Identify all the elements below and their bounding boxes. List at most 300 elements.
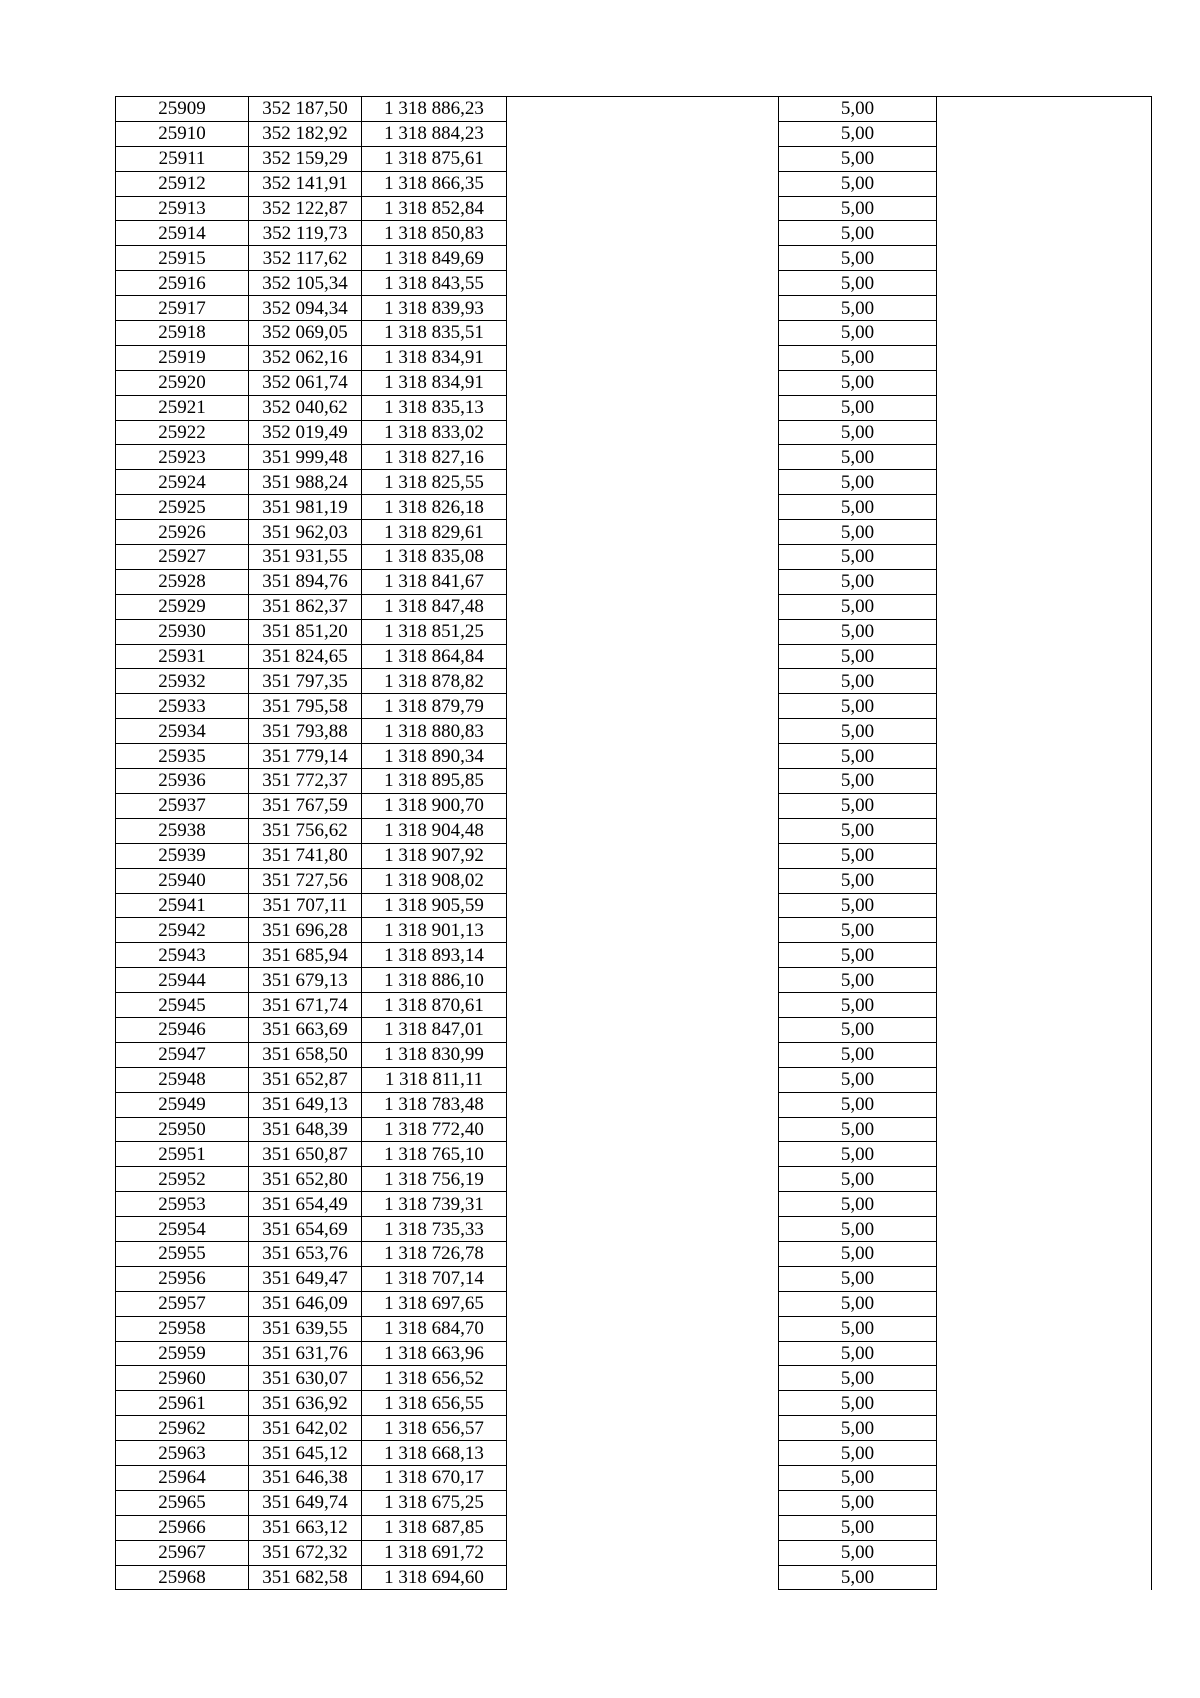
blank-cell <box>937 943 1152 968</box>
table-row <box>116 1515 1152 1540</box>
table-row <box>116 321 1152 346</box>
x-coordinate-cell: 351 962,03 <box>249 520 362 545</box>
table-row <box>116 1465 1152 1490</box>
x-coordinate-cell: 351 797,35 <box>249 669 362 694</box>
blank-cell <box>937 470 1152 495</box>
blank-cell <box>507 1167 779 1192</box>
blank-cell <box>937 1291 1152 1316</box>
y-coordinate-cell: 1 318 904,48 <box>362 818 507 843</box>
y-coordinate-cell: 1 318 900,70 <box>362 793 507 818</box>
blank-cell <box>937 993 1152 1018</box>
x-coordinate-cell: 351 981,19 <box>249 495 362 520</box>
value-cell: 5,00 <box>779 445 937 470</box>
point-number-cell: 25963 <box>116 1441 249 1466</box>
x-coordinate-cell: 352 019,49 <box>249 420 362 445</box>
table-row <box>116 520 1152 545</box>
blank-cell <box>507 221 779 246</box>
point-number-cell: 25923 <box>116 445 249 470</box>
table-row <box>116 1540 1152 1565</box>
y-coordinate-cell: 1 318 656,57 <box>362 1416 507 1441</box>
table-row <box>116 246 1152 271</box>
y-coordinate-cell: 1 318 656,55 <box>362 1391 507 1416</box>
point-number-cell: 25933 <box>116 694 249 719</box>
point-number-cell: 25964 <box>116 1465 249 1490</box>
blank-cell <box>937 719 1152 744</box>
x-coordinate-cell: 351 767,59 <box>249 793 362 818</box>
blank-cell <box>937 893 1152 918</box>
blank-cell <box>507 644 779 669</box>
blank-cell <box>937 1142 1152 1167</box>
x-coordinate-cell: 351 652,87 <box>249 1067 362 1092</box>
point-number-cell: 25930 <box>116 619 249 644</box>
blank-cell <box>507 1391 779 1416</box>
blank-cell <box>507 1042 779 1067</box>
blank-cell <box>937 818 1152 843</box>
y-coordinate-cell: 1 318 895,85 <box>362 769 507 794</box>
point-number-cell: 25957 <box>116 1291 249 1316</box>
point-number-cell: 25940 <box>116 868 249 893</box>
blank-cell <box>507 694 779 719</box>
blank-cell <box>937 1515 1152 1540</box>
blank-cell <box>507 1341 779 1366</box>
blank-cell <box>937 918 1152 943</box>
x-coordinate-cell: 351 631,76 <box>249 1341 362 1366</box>
value-cell: 5,00 <box>779 97 937 122</box>
value-cell: 5,00 <box>779 993 937 1018</box>
point-number-cell: 25938 <box>116 818 249 843</box>
blank-cell <box>507 1192 779 1217</box>
value-cell: 5,00 <box>779 1092 937 1117</box>
point-number-cell: 25944 <box>116 968 249 993</box>
blank-cell <box>937 246 1152 271</box>
blank-cell <box>507 420 779 445</box>
blank-cell <box>937 619 1152 644</box>
blank-cell <box>937 793 1152 818</box>
y-coordinate-cell: 1 318 826,18 <box>362 495 507 520</box>
value-cell: 5,00 <box>779 719 937 744</box>
x-coordinate-cell: 351 649,47 <box>249 1266 362 1291</box>
blank-cell <box>507 146 779 171</box>
blank-cell <box>507 1017 779 1042</box>
y-coordinate-cell: 1 318 847,48 <box>362 594 507 619</box>
blank-cell <box>937 520 1152 545</box>
value-cell: 5,00 <box>779 1540 937 1565</box>
value-cell: 5,00 <box>779 744 937 769</box>
x-coordinate-cell: 351 649,74 <box>249 1490 362 1515</box>
blank-cell <box>507 520 779 545</box>
value-cell: 5,00 <box>779 644 937 669</box>
value-cell: 5,00 <box>779 893 937 918</box>
blank-cell <box>937 1042 1152 1067</box>
table-row <box>116 1366 1152 1391</box>
blank-cell <box>937 1490 1152 1515</box>
blank-cell <box>937 1441 1152 1466</box>
table-row <box>116 1067 1152 1092</box>
blank-cell <box>937 669 1152 694</box>
table-row <box>116 1042 1152 1067</box>
table-row <box>116 968 1152 993</box>
x-coordinate-cell: 351 741,80 <box>249 843 362 868</box>
point-number-cell: 25950 <box>116 1117 249 1142</box>
blank-cell <box>507 744 779 769</box>
blank-cell <box>507 1416 779 1441</box>
table-row <box>116 1416 1152 1441</box>
value-cell: 5,00 <box>779 1416 937 1441</box>
blank-cell <box>507 121 779 146</box>
blank-cell <box>507 569 779 594</box>
blank-cell <box>937 1391 1152 1416</box>
blank-cell <box>937 445 1152 470</box>
value-cell: 5,00 <box>779 321 937 346</box>
x-coordinate-cell: 352 069,05 <box>249 321 362 346</box>
blank-cell <box>937 1565 1152 1590</box>
x-coordinate-cell: 351 696,28 <box>249 918 362 943</box>
x-coordinate-cell: 351 646,09 <box>249 1291 362 1316</box>
x-coordinate-cell: 351 727,56 <box>249 868 362 893</box>
x-coordinate-cell: 351 851,20 <box>249 619 362 644</box>
table-body <box>116 97 1152 1590</box>
point-number-cell: 25909 <box>116 97 249 122</box>
y-coordinate-cell: 1 318 850,83 <box>362 221 507 246</box>
y-coordinate-cell: 1 318 884,23 <box>362 121 507 146</box>
blank-cell <box>507 1540 779 1565</box>
point-number-cell: 25936 <box>116 769 249 794</box>
table-row <box>116 1565 1152 1590</box>
blank-cell <box>937 146 1152 171</box>
y-coordinate-cell: 1 318 875,61 <box>362 146 507 171</box>
x-coordinate-cell: 351 650,87 <box>249 1142 362 1167</box>
value-cell: 5,00 <box>779 495 937 520</box>
value-cell: 5,00 <box>779 943 937 968</box>
value-cell: 5,00 <box>779 818 937 843</box>
table-row <box>116 395 1152 420</box>
y-coordinate-cell: 1 318 825,55 <box>362 470 507 495</box>
point-number-cell: 25962 <box>116 1416 249 1441</box>
point-number-cell: 25927 <box>116 545 249 570</box>
y-coordinate-cell: 1 318 893,14 <box>362 943 507 968</box>
blank-cell <box>937 843 1152 868</box>
value-cell: 5,00 <box>779 1042 937 1067</box>
blank-cell <box>507 1316 779 1341</box>
value-cell: 5,00 <box>779 769 937 794</box>
x-coordinate-cell: 351 824,65 <box>249 644 362 669</box>
blank-cell <box>507 968 779 993</box>
blank-cell <box>507 445 779 470</box>
y-coordinate-cell: 1 318 864,84 <box>362 644 507 669</box>
blank-cell <box>937 1341 1152 1366</box>
blank-cell <box>507 1441 779 1466</box>
blank-cell <box>937 321 1152 346</box>
blank-cell <box>507 1067 779 1092</box>
value-cell: 5,00 <box>779 1341 937 1366</box>
table-row <box>116 943 1152 968</box>
blank-cell <box>937 1092 1152 1117</box>
table-row <box>116 669 1152 694</box>
value-cell: 5,00 <box>779 1316 937 1341</box>
blank-cell <box>507 246 779 271</box>
blank-cell <box>937 196 1152 221</box>
y-coordinate-cell: 1 318 847,01 <box>362 1017 507 1042</box>
point-number-cell: 25953 <box>116 1192 249 1217</box>
blank-cell <box>937 395 1152 420</box>
y-coordinate-cell: 1 318 697,65 <box>362 1291 507 1316</box>
y-coordinate-cell: 1 318 668,13 <box>362 1441 507 1466</box>
x-coordinate-cell: 352 094,34 <box>249 296 362 321</box>
x-coordinate-cell: 352 105,34 <box>249 271 362 296</box>
blank-cell <box>507 97 779 122</box>
point-number-cell: 25935 <box>116 744 249 769</box>
y-coordinate-cell: 1 318 739,31 <box>362 1192 507 1217</box>
table-row <box>116 1316 1152 1341</box>
x-coordinate-cell: 351 642,02 <box>249 1416 362 1441</box>
y-coordinate-cell: 1 318 886,23 <box>362 97 507 122</box>
blank-cell <box>507 769 779 794</box>
y-coordinate-cell: 1 318 835,51 <box>362 321 507 346</box>
table-row <box>116 1092 1152 1117</box>
blank-cell <box>937 1067 1152 1092</box>
y-coordinate-cell: 1 318 765,10 <box>362 1142 507 1167</box>
y-coordinate-cell: 1 318 675,25 <box>362 1490 507 1515</box>
y-coordinate-cell: 1 318 811,11 <box>362 1067 507 1092</box>
x-coordinate-cell: 351 648,39 <box>249 1117 362 1142</box>
point-number-cell: 25951 <box>116 1142 249 1167</box>
y-coordinate-cell: 1 318 878,82 <box>362 669 507 694</box>
x-coordinate-cell: 351 654,49 <box>249 1192 362 1217</box>
blank-cell <box>937 1316 1152 1341</box>
point-number-cell: 25919 <box>116 345 249 370</box>
point-number-cell: 25954 <box>116 1217 249 1242</box>
value-cell: 5,00 <box>779 1167 937 1192</box>
point-number-cell: 25915 <box>116 246 249 271</box>
value-cell: 5,00 <box>779 694 937 719</box>
value-cell: 5,00 <box>779 1366 937 1391</box>
blank-cell <box>507 993 779 1018</box>
table-row <box>116 171 1152 196</box>
y-coordinate-cell: 1 318 886,10 <box>362 968 507 993</box>
blank-cell <box>507 1291 779 1316</box>
point-number-cell: 25947 <box>116 1042 249 1067</box>
y-coordinate-cell: 1 318 756,19 <box>362 1167 507 1192</box>
point-number-cell: 25967 <box>116 1540 249 1565</box>
point-number-cell: 25934 <box>116 719 249 744</box>
table-row <box>116 1142 1152 1167</box>
blank-cell <box>937 345 1152 370</box>
y-coordinate-cell: 1 318 835,08 <box>362 545 507 570</box>
x-coordinate-cell: 351 663,69 <box>249 1017 362 1042</box>
x-coordinate-cell: 352 159,29 <box>249 146 362 171</box>
value-cell: 5,00 <box>779 520 937 545</box>
x-coordinate-cell: 351 795,58 <box>249 694 362 719</box>
point-number-cell: 25949 <box>116 1092 249 1117</box>
value-cell: 5,00 <box>779 868 937 893</box>
blank-cell <box>937 370 1152 395</box>
point-number-cell: 25966 <box>116 1515 249 1540</box>
blank-cell <box>507 719 779 744</box>
x-coordinate-cell: 351 654,69 <box>249 1217 362 1242</box>
table-row <box>116 818 1152 843</box>
blank-cell <box>937 1117 1152 1142</box>
table-row <box>116 893 1152 918</box>
point-number-cell: 25942 <box>116 918 249 943</box>
value-cell: 5,00 <box>779 345 937 370</box>
point-number-cell: 25913 <box>116 196 249 221</box>
y-coordinate-cell: 1 318 827,16 <box>362 445 507 470</box>
y-coordinate-cell: 1 318 901,13 <box>362 918 507 943</box>
blank-cell <box>937 868 1152 893</box>
y-coordinate-cell: 1 318 879,79 <box>362 694 507 719</box>
value-cell: 5,00 <box>779 1391 937 1416</box>
blank-cell <box>937 1217 1152 1242</box>
table-row <box>116 221 1152 246</box>
table-row <box>116 744 1152 769</box>
table-row <box>116 1117 1152 1142</box>
y-coordinate-cell: 1 318 835,13 <box>362 395 507 420</box>
y-coordinate-cell: 1 318 905,59 <box>362 893 507 918</box>
table-row <box>116 1441 1152 1466</box>
point-number-cell: 25965 <box>116 1490 249 1515</box>
x-coordinate-cell: 351 649,13 <box>249 1092 362 1117</box>
point-number-cell: 25925 <box>116 495 249 520</box>
blank-cell <box>507 1092 779 1117</box>
y-coordinate-cell: 1 318 663,96 <box>362 1341 507 1366</box>
point-number-cell: 25955 <box>116 1241 249 1266</box>
blank-cell <box>507 1565 779 1590</box>
table-row <box>116 146 1152 171</box>
y-coordinate-cell: 1 318 849,69 <box>362 246 507 271</box>
point-number-cell: 25945 <box>116 993 249 1018</box>
x-coordinate-cell: 351 646,38 <box>249 1465 362 1490</box>
y-coordinate-cell: 1 318 735,33 <box>362 1217 507 1242</box>
x-coordinate-cell: 351 658,50 <box>249 1042 362 1067</box>
table-row <box>116 470 1152 495</box>
x-coordinate-cell: 351 663,12 <box>249 1515 362 1540</box>
y-coordinate-cell: 1 318 841,67 <box>362 569 507 594</box>
table-row <box>116 1266 1152 1291</box>
blank-cell <box>507 495 779 520</box>
blank-cell <box>507 669 779 694</box>
value-cell: 5,00 <box>779 470 937 495</box>
value-cell: 5,00 <box>779 1192 937 1217</box>
y-coordinate-cell: 1 318 691,72 <box>362 1540 507 1565</box>
value-cell: 5,00 <box>779 1441 937 1466</box>
table-row <box>116 993 1152 1018</box>
point-number-cell: 25918 <box>116 321 249 346</box>
point-number-cell: 25937 <box>116 793 249 818</box>
table-row <box>116 769 1152 794</box>
blank-cell <box>937 968 1152 993</box>
value-cell: 5,00 <box>779 1266 937 1291</box>
x-coordinate-cell: 351 630,07 <box>249 1366 362 1391</box>
blank-cell <box>937 121 1152 146</box>
value-cell: 5,00 <box>779 619 937 644</box>
value-cell: 5,00 <box>779 1291 937 1316</box>
y-coordinate-cell: 1 318 834,91 <box>362 345 507 370</box>
y-coordinate-cell: 1 318 772,40 <box>362 1117 507 1142</box>
table-row <box>116 445 1152 470</box>
blank-cell <box>937 420 1152 445</box>
blank-cell <box>507 370 779 395</box>
table-row <box>116 843 1152 868</box>
x-coordinate-cell: 351 931,55 <box>249 545 362 570</box>
blank-cell <box>507 619 779 644</box>
value-cell: 5,00 <box>779 793 937 818</box>
y-coordinate-cell: 1 318 694,60 <box>362 1565 507 1590</box>
point-number-cell: 25956 <box>116 1266 249 1291</box>
point-number-cell: 25931 <box>116 644 249 669</box>
x-coordinate-cell: 351 988,24 <box>249 470 362 495</box>
x-coordinate-cell: 352 141,91 <box>249 171 362 196</box>
x-coordinate-cell: 351 756,62 <box>249 818 362 843</box>
table-row <box>116 97 1152 122</box>
value-cell: 5,00 <box>779 1017 937 1042</box>
table-row <box>116 345 1152 370</box>
blank-cell <box>937 1017 1152 1042</box>
value-cell: 5,00 <box>779 395 937 420</box>
blank-cell <box>937 495 1152 520</box>
y-coordinate-cell: 1 318 866,35 <box>362 171 507 196</box>
point-number-cell: 25928 <box>116 569 249 594</box>
blank-cell <box>507 843 779 868</box>
blank-cell <box>507 395 779 420</box>
x-coordinate-cell: 352 117,62 <box>249 246 362 271</box>
blank-cell <box>507 171 779 196</box>
x-coordinate-cell: 352 182,92 <box>249 121 362 146</box>
point-number-cell: 25926 <box>116 520 249 545</box>
value-cell: 5,00 <box>779 594 937 619</box>
table-row <box>116 694 1152 719</box>
point-number-cell: 25968 <box>116 1565 249 1590</box>
blank-cell <box>507 1117 779 1142</box>
table-row <box>116 619 1152 644</box>
value-cell: 5,00 <box>779 221 937 246</box>
y-coordinate-cell: 1 318 834,91 <box>362 370 507 395</box>
x-coordinate-cell: 351 772,37 <box>249 769 362 794</box>
table-row <box>116 1017 1152 1042</box>
y-coordinate-cell: 1 318 839,93 <box>362 296 507 321</box>
value-cell: 5,00 <box>779 296 937 321</box>
value-cell: 5,00 <box>779 569 937 594</box>
blank-cell <box>937 744 1152 769</box>
value-cell: 5,00 <box>779 1217 937 1242</box>
blank-cell <box>507 1142 779 1167</box>
table-row <box>116 1341 1152 1366</box>
blank-cell <box>507 345 779 370</box>
table-row <box>116 121 1152 146</box>
point-number-cell: 25916 <box>116 271 249 296</box>
x-coordinate-cell: 351 672,32 <box>249 1540 362 1565</box>
x-coordinate-cell: 351 671,74 <box>249 993 362 1018</box>
blank-cell <box>937 644 1152 669</box>
blank-cell <box>507 943 779 968</box>
value-cell: 5,00 <box>779 843 937 868</box>
blank-cell <box>937 594 1152 619</box>
point-number-cell: 25958 <box>116 1316 249 1341</box>
table-row <box>116 1217 1152 1242</box>
point-number-cell: 25948 <box>116 1067 249 1092</box>
table-row <box>116 196 1152 221</box>
table-row <box>116 1192 1152 1217</box>
value-cell: 5,00 <box>779 146 937 171</box>
y-coordinate-cell: 1 318 707,14 <box>362 1266 507 1291</box>
blank-cell <box>507 296 779 321</box>
x-coordinate-cell: 351 682,58 <box>249 1565 362 1590</box>
blank-cell <box>937 545 1152 570</box>
x-coordinate-cell: 351 639,55 <box>249 1316 362 1341</box>
blank-cell <box>937 1540 1152 1565</box>
table-row <box>116 296 1152 321</box>
value-cell: 5,00 <box>779 669 937 694</box>
x-coordinate-cell: 351 862,37 <box>249 594 362 619</box>
